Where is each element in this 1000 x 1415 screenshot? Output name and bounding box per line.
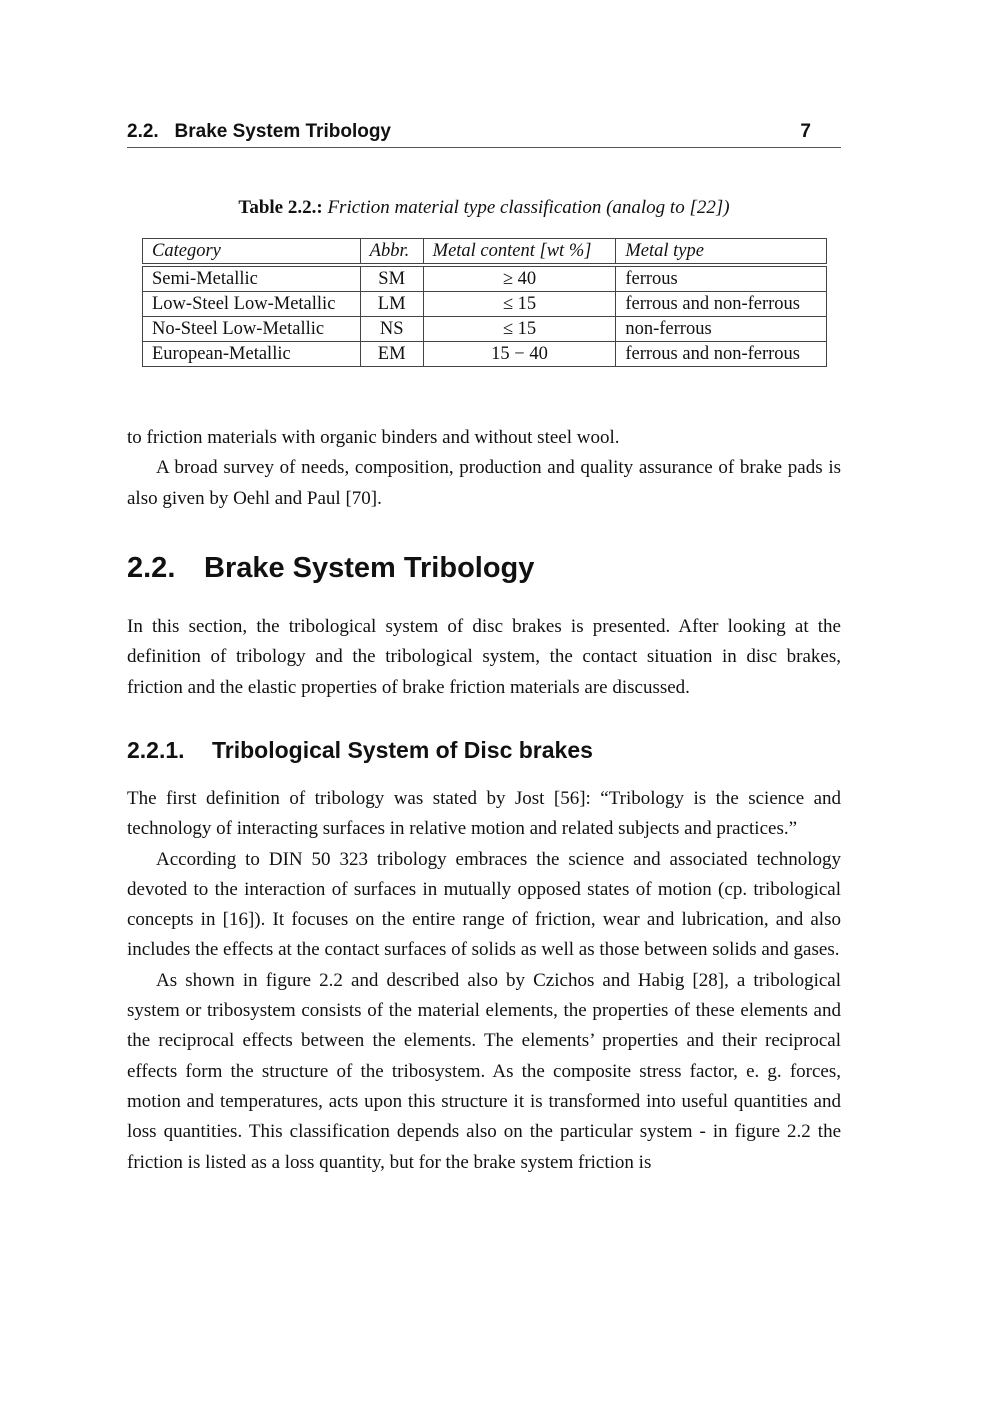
friction-material-table: [142, 238, 827, 367]
cell-metal-content: ≤ 15: [423, 292, 616, 317]
cell-abbr: NS: [360, 317, 423, 342]
subsection-body: [127, 784, 841, 1178]
subsection-title: Tribological System of Disc brakes: [212, 737, 593, 763]
paragraph: In this section, the tribological system of disc brakes is presented. After looking at the definition of tribology and the tribological system, the contact situation in disc brakes, friction and the elastic properties of brake friction materials are discussed.: [127, 616, 841, 698]
cell-metal-type: ferrous: [616, 265, 827, 292]
table-row: [143, 292, 827, 317]
section-heading: [127, 552, 534, 585]
cell-metal-content: ≤ 15: [423, 317, 616, 342]
table-row: [143, 265, 827, 292]
paragraph: A broad survey of needs, composition, production and quality assurance of brake pads is also given by Oehl and Paul [70].: [127, 457, 841, 509]
header-metal-content: Metal content [wt %]: [423, 239, 616, 266]
header-metal-type: Metal type: [616, 239, 827, 266]
cell-metal-content: ≥ 40: [423, 265, 616, 292]
running-head-section: 2.2. Brake System Tribology: [127, 121, 391, 142]
cell-abbr: SM: [360, 265, 423, 292]
table-header-row: [143, 239, 827, 266]
header-abbr: Abbr.: [360, 239, 423, 266]
section-title: Brake System Tribology: [204, 552, 535, 584]
cell-abbr: EM: [360, 342, 423, 367]
cell-metal-type: non-ferrous: [616, 317, 827, 342]
cell-metal-type: ferrous and non-ferrous: [616, 342, 827, 367]
subsection-number: 2.2.1.: [127, 737, 185, 763]
header-category: Category: [143, 239, 361, 266]
table-caption: [0, 197, 968, 219]
subsection-heading: [127, 737, 593, 764]
paragraph: The first definition of tribology was stated by Jost [56]: “Tribology is the science and technology of interacting surfaces in relative motion and related subjects and practices.”: [127, 788, 841, 840]
table-caption-label: Table 2.2.:: [238, 197, 323, 218]
cell-category: Low-Steel Low-Metallic: [143, 292, 361, 317]
body-text-top: [127, 423, 841, 514]
paragraph: to friction materials with organic binders and without steel wool.: [127, 427, 620, 448]
section-intro: [127, 612, 841, 703]
table-row: [143, 342, 827, 367]
running-head: [127, 121, 841, 148]
cell-category: No-Steel Low-Metallic: [143, 317, 361, 342]
cell-category: Semi-Metallic: [143, 265, 361, 292]
section-number: 2.2.: [127, 552, 176, 584]
cell-metal-type: ferrous and non-ferrous: [616, 292, 827, 317]
table-caption-text: Friction material type classification (analog to [22]): [327, 197, 730, 218]
page-number: 7: [800, 121, 811, 142]
cell-metal-content: 15 − 40: [423, 342, 616, 367]
cell-category: European-Metallic: [143, 342, 361, 367]
cell-abbr: LM: [360, 292, 423, 317]
paragraph: As shown in figure 2.2 and described also by Czichos and Habig [28], a tribological system or tribosystem consists of the material elements, the properties of these elements and the reciprocal effects between the elements. The elements’ properties and their reciprocal effects form the structure of the tribosystem. As the composite stress factor, e. g. forces, motion and temperatures, acts upon this structure it is transformed into useful quantities and loss quantities. This classification depends also on the particular system - in figure 2.2 the friction is listed as a loss quantity, but for the brake system friction is: [127, 969, 841, 1173]
table-row: [143, 317, 827, 342]
paragraph: According to DIN 50 323 tribology embraces the science and associated technology devoted to the interaction of surfaces in mutually opposed states of motion (cp. tribological concepts in [16]). It focuses on the entire range of friction, wear and lubrication, and also includes the effects at the contact surfaces of solids as well as those between solids and gases.: [127, 848, 841, 961]
